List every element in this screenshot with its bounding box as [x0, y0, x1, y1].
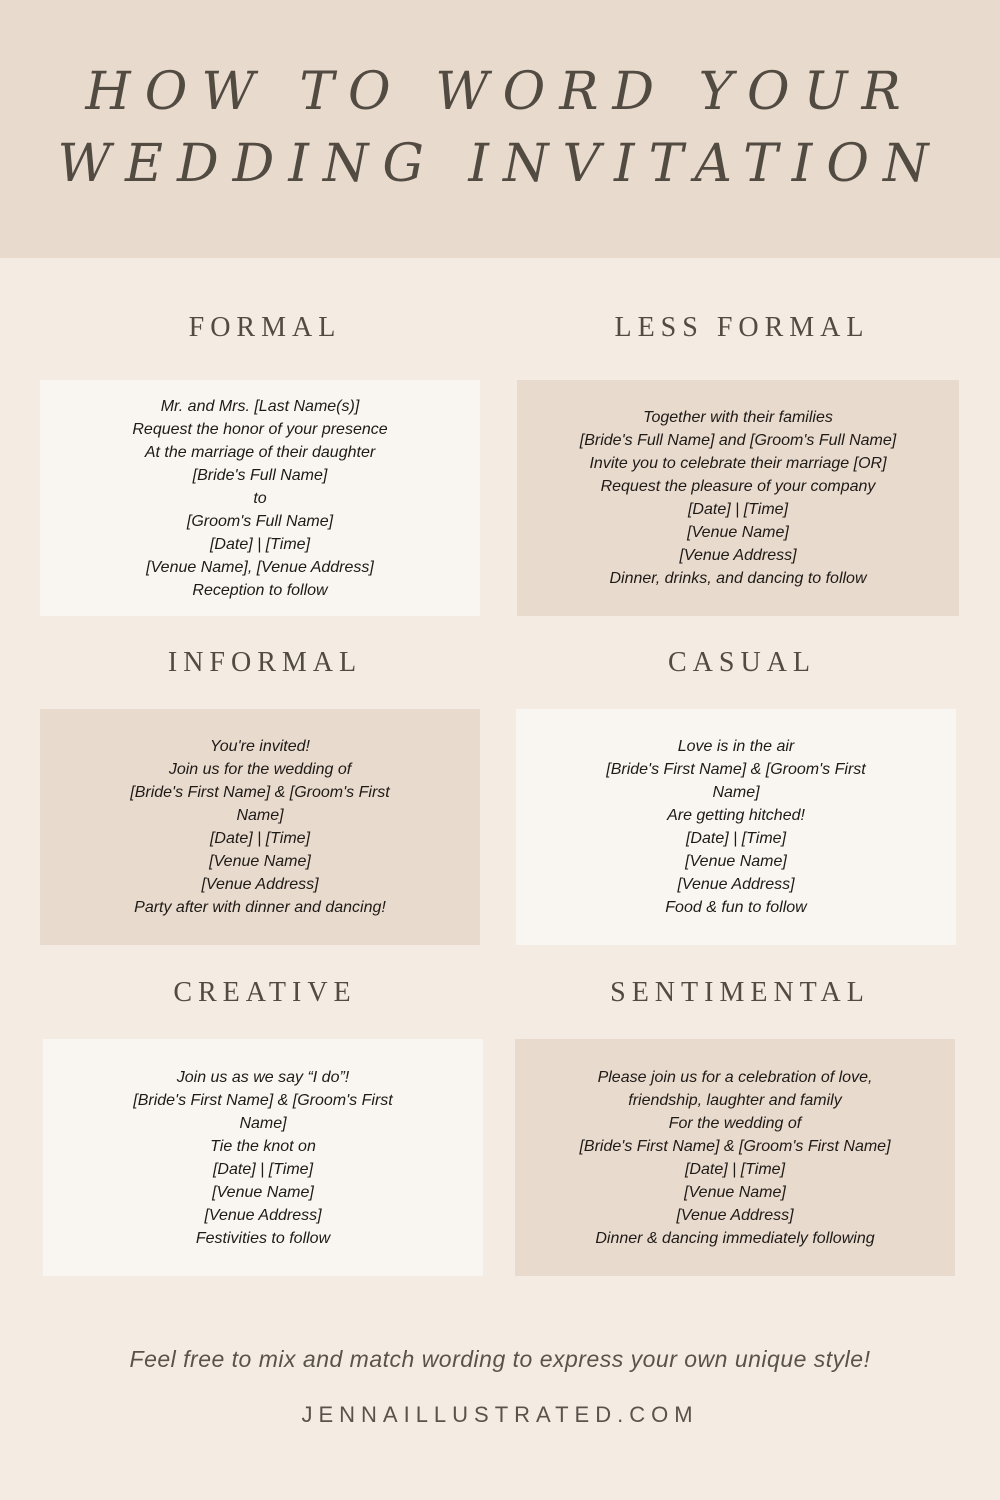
- header-banner: [0, 0, 1000, 258]
- wording-line: Are getting hitched!: [667, 807, 805, 824]
- card-creative: [43, 1039, 483, 1276]
- wording-line: [Venue Name], [Venue Address]: [146, 558, 374, 576]
- wording-line: [Bride's First Name] & [Groom's First Name]: [133, 1091, 393, 1132]
- section-heading-less-formal: LESS FORMAL: [614, 312, 870, 343]
- card-less-formal: [517, 380, 959, 616]
- wording-line: [Bride's Full Name] and [Groom's Full Name]: [579, 432, 897, 449]
- wording-line: At the marriage of their daughter: [144, 443, 376, 461]
- card-casual: [516, 709, 956, 945]
- invitation-wording: [132, 395, 387, 602]
- wording-line: [Venue Name]: [212, 1183, 314, 1201]
- wording-line: [Venue Address]: [676, 1206, 794, 1224]
- invitation-wording: [579, 1066, 890, 1250]
- wording-line: Request the honor of your presence: [132, 420, 388, 438]
- wording-line: [Venue Name]: [685, 853, 787, 870]
- wording-line: [Venue Name]: [209, 853, 311, 870]
- invitation-wording: [580, 406, 896, 590]
- invitation-wording: [586, 735, 886, 919]
- wording-line: to: [253, 489, 267, 507]
- page-title-line-2: WEDDING INVITATION: [57, 134, 943, 194]
- wording-line: Festivities to follow: [195, 1229, 331, 1247]
- wording-line: [Bride's Full Name]: [192, 466, 328, 484]
- wording-line: Mr. and Mrs. [Last Name(s)]: [160, 397, 360, 415]
- invitation-wording: [113, 1066, 413, 1250]
- wording-line: [Venue Name]: [687, 524, 789, 541]
- section-heading-creative: CREATIVE: [173, 977, 357, 1008]
- wording-line: Reception to follow: [192, 581, 328, 599]
- wording-line: [Venue Name]: [684, 1183, 786, 1201]
- wording-line: Join us for the wedding of: [168, 761, 352, 778]
- section-heading-formal: FORMAL: [188, 312, 342, 343]
- wording-line: For the wedding of: [668, 1114, 802, 1132]
- wording-line: friendship, laughter and family: [628, 1091, 842, 1109]
- wording-line: [Venue Address]: [201, 876, 319, 893]
- wording-line: [Bride's First Name] & [Groom's First Name]: [579, 1137, 891, 1155]
- wording-line: Together with their families: [643, 409, 833, 426]
- card-sentimental: [515, 1039, 955, 1276]
- wording-line: [Date] | [Time]: [684, 1160, 786, 1178]
- invitation-wording: [110, 735, 410, 919]
- wording-line: [Venue Address]: [204, 1206, 322, 1224]
- page-title-line-1: HOW TO WORD YOUR: [85, 62, 915, 122]
- card-informal: [40, 709, 480, 945]
- wording-line: Please join us for a celebration of love,: [597, 1068, 873, 1086]
- wording-line: [Groom's Full Name]: [186, 512, 334, 530]
- wording-line: Dinner, drinks, and dancing to follow: [609, 570, 867, 587]
- section-heading-sentimental: SENTIMENTAL: [610, 977, 870, 1008]
- wording-line: [Date] | [Time]: [209, 535, 311, 553]
- wording-line: [Venue Address]: [679, 547, 797, 564]
- wording-line: Tie the knot on: [210, 1137, 316, 1155]
- wording-line: Food & fun to follow: [665, 899, 807, 916]
- section-heading-informal: INFORMAL: [167, 647, 363, 678]
- wording-line: [Venue Address]: [677, 876, 795, 893]
- wording-line: [Date] | [Time]: [209, 830, 311, 847]
- wording-line: [Date] | [Time]: [212, 1160, 314, 1178]
- card-formal: [40, 380, 480, 616]
- wording-line: Love is in the air: [677, 738, 795, 755]
- wording-line: [Date] | [Time]: [687, 501, 789, 518]
- wording-line: [Bride's First Name] & [Groom's First Name]: [606, 761, 866, 801]
- website-link[interactable]: JENNAILLUSTRATED.COM: [301, 1402, 699, 1427]
- wording-line: Request the pleasure of your company: [600, 478, 876, 495]
- wording-line: [Date] | [Time]: [685, 830, 787, 847]
- wording-line: [Bride's First Name] & [Groom's First Name]: [130, 784, 390, 824]
- footer-tagline: Feel free to mix and match wording to express your own unique style!: [129, 1346, 871, 1372]
- section-heading-casual: CASUAL: [667, 647, 816, 678]
- wording-line: Join us as we say “I do”!: [176, 1068, 350, 1086]
- wording-line: Dinner & dancing immediately following: [595, 1229, 875, 1247]
- wording-line: You're invited!: [209, 738, 310, 755]
- wording-line: Invite you to celebrate their marriage [OR]: [589, 455, 887, 472]
- wording-line: Party after with dinner and dancing!: [134, 899, 386, 916]
